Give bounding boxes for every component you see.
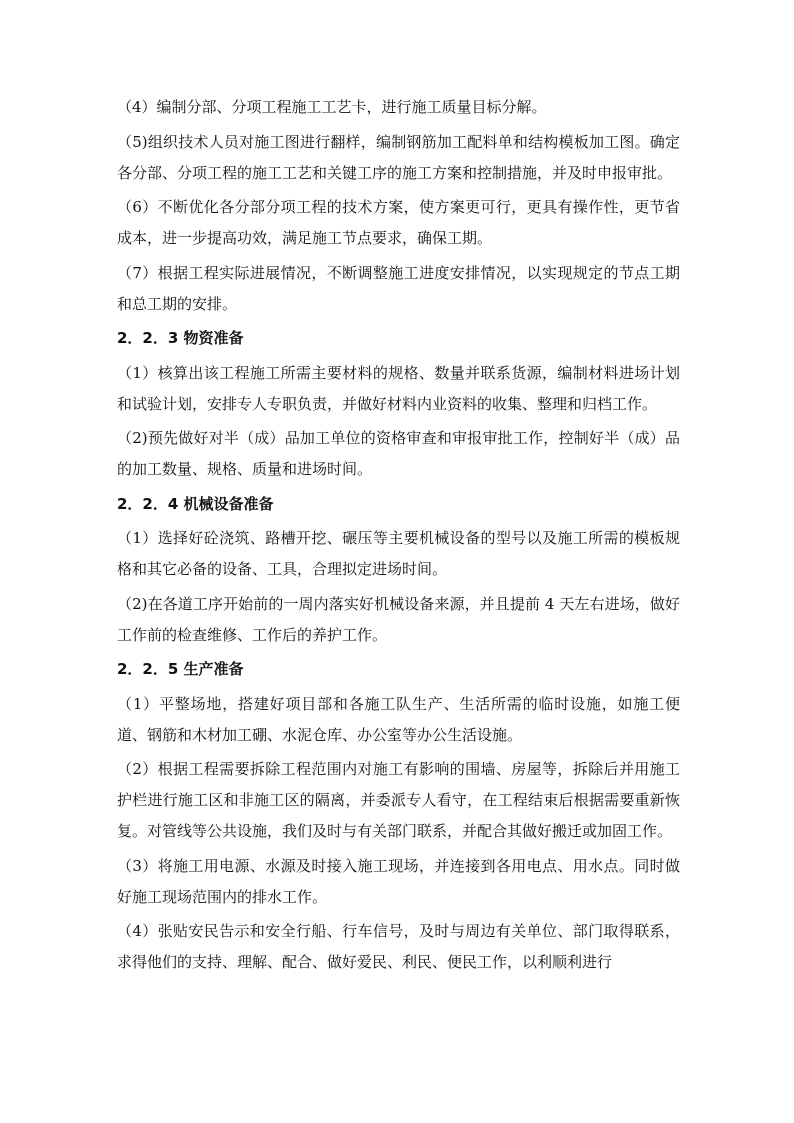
paragraph-production-4: （4）张贴安民告示和安全行船、行车信号，及时与周边有关单位、部门取得联系，求得他们的支持、理解、配合、做好爱民、利民、便民工作，以利顺利进行 (117, 922, 680, 971)
paragraph-4-3: （6）不断优化各分部分项工程的技术方案，使方案更可行，更具有操作性，更节省成本，进一步提高功效，满足施工节点要求，确保工期。 (117, 198, 680, 247)
section-heading-machinery: 2．2．4 机械设备准备 (117, 494, 274, 513)
paragraph-4-4: （7）根据工程实际进展情况，不断调整施工进度安排情况，以实现规定的节点工期和总工期的安排。 (117, 263, 680, 313)
paragraph-materials-1: （1）核算出该工程施工所需主要材料的规格、数量并联系货源，编制材料进场计划和试验计划，安排专人专职负责，并做好材料内业资料的收集、整理和归档工作。 (117, 363, 680, 413)
paragraph-machinery-2: （2)在各道工序开始前的一周内落实好机械设备来源，并且提前 4 天左右进场，做好工作前的检查维修、工作后的养护工作。 (117, 594, 680, 644)
paragraph-4-1: （4）编制分部、分项工程施工工艺卡，进行施工质量目标分解。 (117, 98, 547, 116)
document-body (117, 92, 680, 982)
paragraph-materials-2: （2)预先做好对半（成）品加工单位的资格审查和审报审批工作，控制好半（成）品的加工数量、规格、质量和进场时间。 (117, 429, 680, 478)
section-heading-production: 2．2．5 生产准备 (117, 660, 244, 678)
paragraph-production-3: （3）将施工用电源、水源及时接入施工现场，并连接到各用电点、用水点。同时做好施工现场范围内的排水工作。 (117, 856, 680, 906)
paragraph-production-1: （1）平整场地，搭建好项目部和各施工队生产、生活所需的临时设施，如施工便道、钢筋和木材加工硼、水泥仓库、办公室等办公生活设施。 (117, 694, 680, 744)
paragraph-4-2: （5)组织技术人员对施工图进行翻样，编制钢筋加工配料单和结构模板加工图。确定各分部、分项工程的施工工艺和关键工序的施工方案和控制措施，并及时申报审批。 (117, 132, 680, 182)
paragraph-machinery-1: （1）选择好砼浇筑、路槽开挖、碾压等主要机械设备的型号以及施工所需的模板规格和其它必备的设备、工具，合理拟定进场时间。 (117, 529, 680, 578)
section-heading-materials: 2．2．3 物资准备 (117, 329, 244, 347)
paragraph-production-2: （2）根据工程需要拆除工程范围内对施工有影响的围墙、房屋等，拆除后并用施工护栏进行施工区和非施工区的隔离，并委派专人看守，在工程结束后根据需要重新恢复。对管线等公共设施，我们及时与有关部门联系，并配合其做好搬迁或加固工作。 (117, 760, 680, 840)
